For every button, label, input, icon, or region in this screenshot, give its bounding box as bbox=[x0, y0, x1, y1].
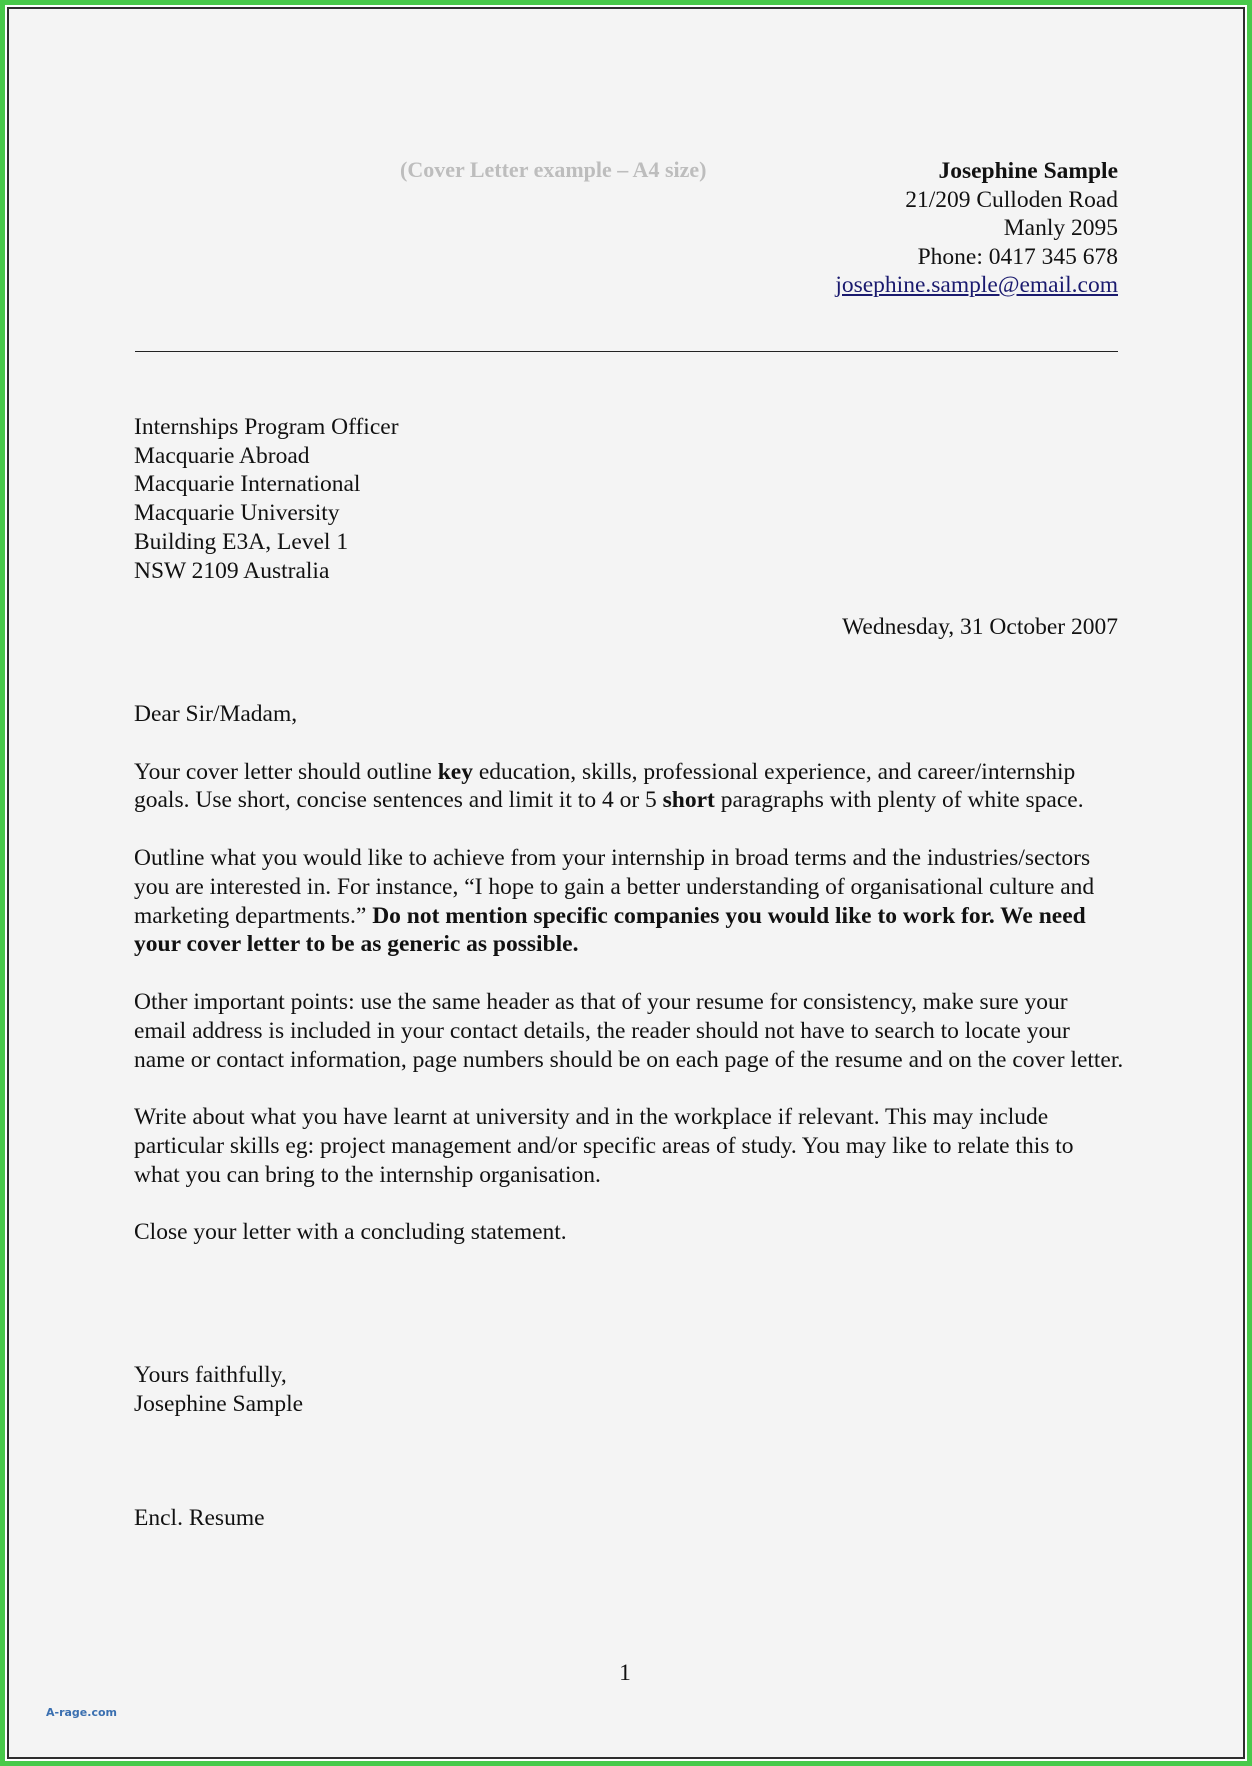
paragraph-1 bbox=[134, 758, 1124, 816]
recipient-line: Macquarie International bbox=[134, 471, 361, 498]
sender-email-link[interactable]: josephine.sample@email.com bbox=[835, 272, 1118, 298]
recipient-line: Building E3A, Level 1 bbox=[134, 528, 349, 555]
paragraph-3: Other important points: use the same header as that of your resume for consistency, make sure your email address is included in your contact details, the reader should not have to search to locate your name or contact information, page numbers should be on each page of the resume and on the cover letter. bbox=[134, 988, 1124, 1073]
site-credit: A-rage.com bbox=[46, 1706, 117, 1719]
recipient-line: Macquarie Abroad bbox=[134, 442, 310, 469]
recipient-line: Macquarie University bbox=[134, 500, 340, 527]
recipient-line: NSW 2109 Australia bbox=[134, 557, 330, 584]
paragraph-1-text: education, skills, professional experience, and career/internship goals. Use short, concise sentences and limit it to 4 or 5 bbox=[134, 758, 1076, 814]
sender-address-line1: 21/209 Culloden Road bbox=[905, 186, 1118, 213]
sender-phone: Phone: 0417 345 678 bbox=[917, 243, 1118, 270]
page-number: 1 bbox=[619, 1660, 631, 1686]
recipient-block bbox=[134, 413, 399, 585]
valediction: Yours faithfully, bbox=[134, 1362, 287, 1388]
paragraph-1-text: paragraphs with plenty of white space. bbox=[714, 787, 1084, 814]
closing-block bbox=[134, 1361, 303, 1419]
example-title: (Cover Letter example – A4 size) bbox=[400, 157, 707, 182]
letter-body bbox=[134, 700, 1124, 1276]
sender-name: Josephine Sample bbox=[938, 158, 1118, 184]
paragraph-2 bbox=[134, 844, 1124, 959]
paragraph-1-bold-short: short bbox=[662, 787, 715, 814]
enclosure-note: Encl. Resume bbox=[134, 1505, 265, 1531]
letter-date: Wednesday, 31 October 2007 bbox=[842, 614, 1118, 640]
paragraph-1-text: Your cover letter should outline bbox=[134, 758, 438, 785]
header-divider bbox=[135, 351, 1118, 352]
paragraph-5: Close your letter with a concluding statement. bbox=[134, 1219, 567, 1246]
paragraph-2-bold: Do not mention specific companies you would like to work for. We need your cover letter to be as generic as possible. bbox=[134, 902, 1086, 958]
sender-block bbox=[618, 157, 1118, 300]
salutation: Dear Sir/Madam, bbox=[134, 701, 298, 727]
paragraph-4: Write about what you have learnt at university and in the workplace if relevant. This may include particular skills eg: project management and/or specific areas of study. You may like to relate this to what you can bring to the internship organisation. bbox=[134, 1104, 1074, 1188]
paragraph-2-text: Outline what you would like to achieve from your internship in broad terms and the industries/sectors you are interested in. For instance, “I hope to gain a better understanding of organisational culture and marketing departments.” bbox=[134, 844, 1095, 929]
paragraph-1-bold-key: key bbox=[437, 758, 473, 785]
sender-address-line2: Manly 2095 bbox=[1003, 215, 1118, 241]
recipient-line: Internships Program Officer bbox=[134, 414, 399, 440]
signature-name: Josephine Sample bbox=[134, 1390, 304, 1417]
